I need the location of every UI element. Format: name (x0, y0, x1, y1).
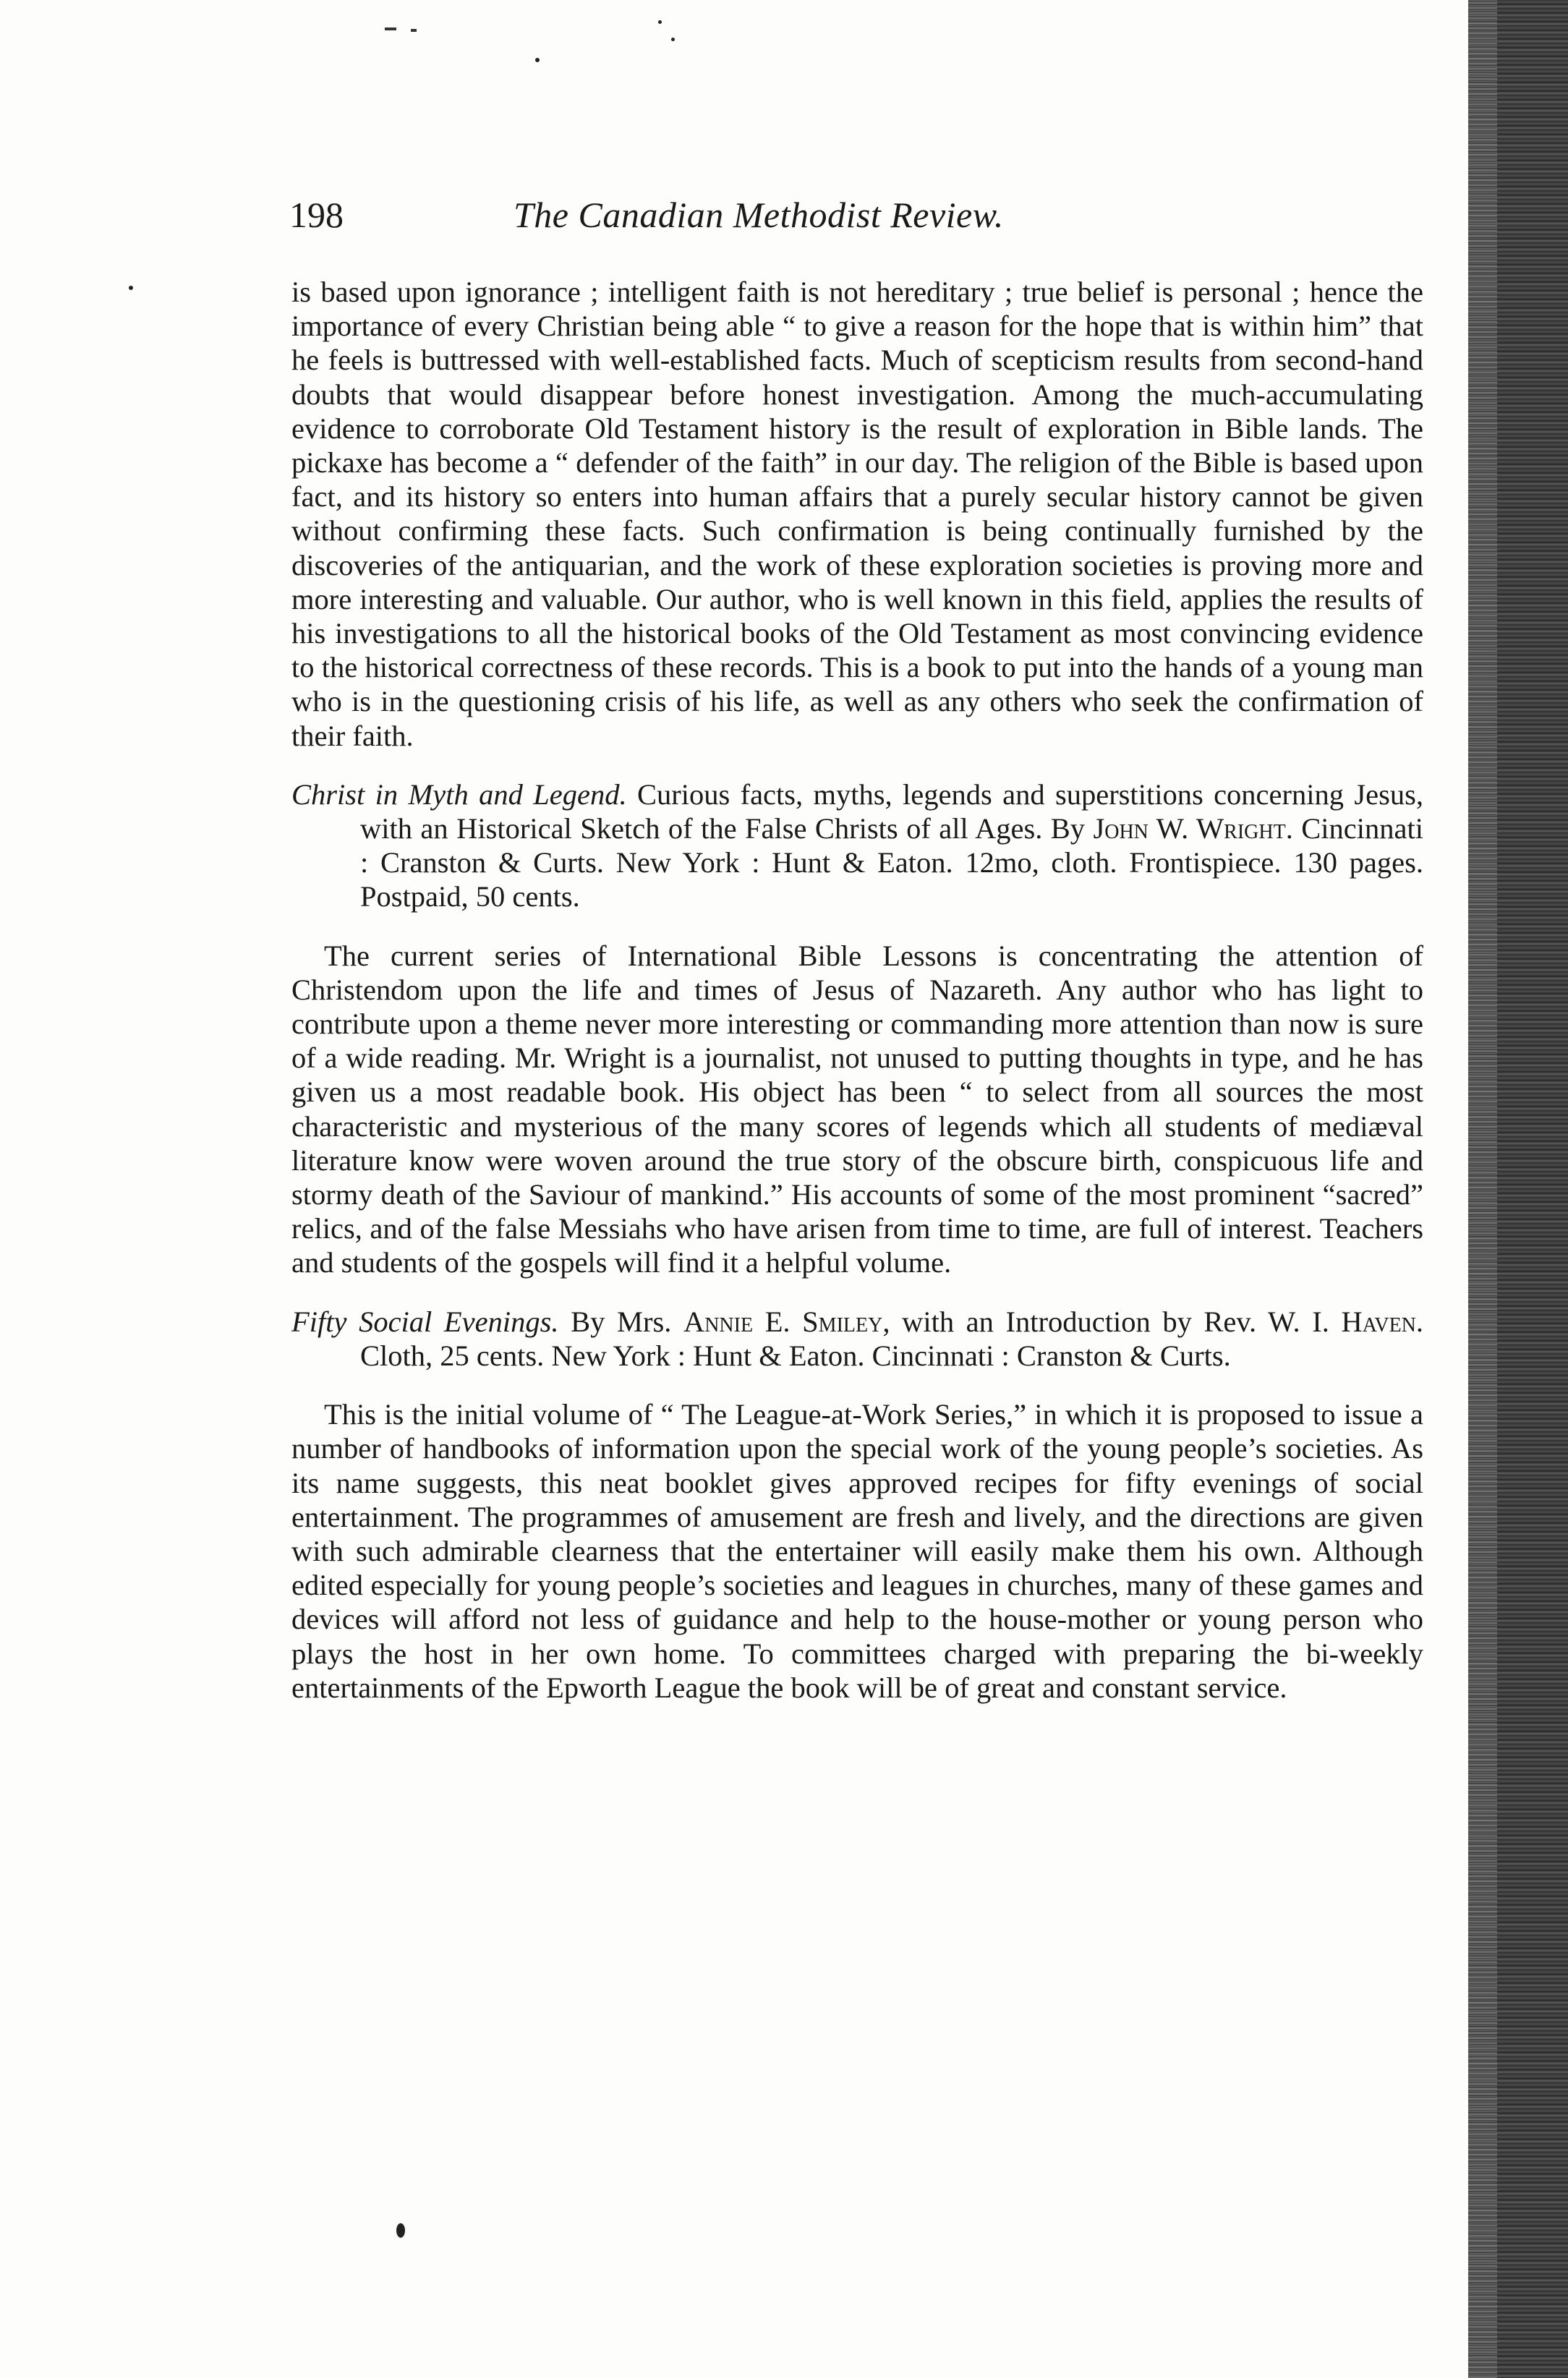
page-body (291, 275, 1423, 1705)
running-title: The Canadian Methodist Review. (514, 195, 1004, 235)
paragraph-gap (291, 1280, 1423, 1305)
book-publication: . Cincinnati : Cranston & Curts. New York : Hunt & Eaton. 12mo, cloth. Frontispiece. 130 pages. Postpaid, 50 cents. (360, 812, 1423, 913)
book-description: Curious facts, myths, legends and superstitions concerning Jesus, with an Historical Sketch of the False Christs of all Ages. By (360, 777, 1423, 845)
book-title: Fifty Social Evenings. (291, 1305, 559, 1338)
book-introduction: , with an Introduction by Rev. W. I. (882, 1305, 1342, 1338)
book-author: John W. Wright (1093, 812, 1286, 845)
paragraph-faith-evidence: is based upon ignorance ; intelligent faith is not hereditary ; true belief is personal ; hence the importance of every Christian being able “ to give a reason for the hope that is within him” that he feels is buttressed with well-established facts. Much of scepticism results from second-hand doubts that would disappear before honest investigation. Among the much-accumulating evidence to corroborate Old Testament history is the result of exploration in Bible lands. The pickaxe has become a “ defender of the faith” in our day. The religion of the Bible is based upon fact, and its history so enters into human affairs that a purely secular history cannot be given without confirming these facts. Such confirmation is being continually furnished by the discoveries of the antiquarian, and the work of these exploration societies is proving more and more interesting and valuable. Our author, who is well known in this field, applies the results of his investigations to all the historical books of the Old Testament as most convincing evidence to the historical correctness of these records. This is a book to put into the hands of a young man who is in the questioning crisis of his life, as well as any others who seek the confirmation of their faith. (291, 276, 1423, 752)
speck-mark (396, 2223, 405, 2238)
book-entry-fifty-social-evenings (291, 1305, 1423, 1373)
book-entry-christ-in-myth (291, 777, 1423, 914)
page-number: 198 (289, 195, 344, 235)
speck-mark (658, 20, 662, 24)
speck-mark (411, 29, 417, 32)
page-header (289, 194, 1418, 244)
scanned-binding-edge (1468, 0, 1568, 2378)
book-publication: . Cloth, 25 cents. New York : Hunt & Eaton. Cincinnati : Cranston & Curts. (360, 1305, 1424, 1372)
paragraph-gap (291, 1373, 1423, 1397)
paragraph-gap (291, 914, 1423, 939)
speck-mark (129, 286, 133, 290)
paragraph-review-fifty-social-evenings: This is the initial volume of “ The League-at-Work Series,” in which it is proposed to issue a number of handbooks of information upon the special work of the young people’s societies. As its name suggests, this neat booklet gives approved recipes for fifty evenings of social entertainment. The programmes of amusement are fresh and lively, and the directions are given with such admirable clearness that the entertainer will easily make them his own. Although edited especially for young people’s societies and leagues in churches, many of these games and devices will afford not less of guidance and help to the house-mother or young person who plays the host in her own home. To committees charged with preparing the bi-weekly entertainments of the Epworth League the book will be of great and constant service. (291, 1398, 1423, 1704)
book-byline: By Mrs. (558, 1305, 683, 1338)
book-author: Annie E. Smiley (683, 1305, 883, 1338)
paragraph-gap (291, 753, 1423, 777)
speck-mark (535, 58, 540, 62)
speck-mark (385, 27, 396, 30)
book-introducer: Haven (1341, 1305, 1416, 1338)
paragraph-review-christ-in-myth: The current series of International Bible Lessons is concentrating the attention of Christendom upon the life and times of Jesus of Nazareth. Any author who has light to contribute upon a theme never more interesting or commanding more attention than now is sure of a wide reading. Mr. Wright is a journalist, not unused to putting thoughts in type, and he has given us a most readable book. His object has been “ to select from all sources the most characteristic and mysterious of the many scores of legends which all students of mediæval literature know were woven around the true story of the obscure birth, conspicuous life and stormy death of the Saviour of mankind.” His accounts of some of the most prominent “sacred” relics, and of the false Messiahs who have arisen from time to time, are full of interest. Teachers and students of the gospels will find it a helpful volume. (291, 939, 1423, 1279)
book-title: Christ in Myth and Legend. (291, 777, 627, 811)
speck-mark (671, 38, 675, 41)
